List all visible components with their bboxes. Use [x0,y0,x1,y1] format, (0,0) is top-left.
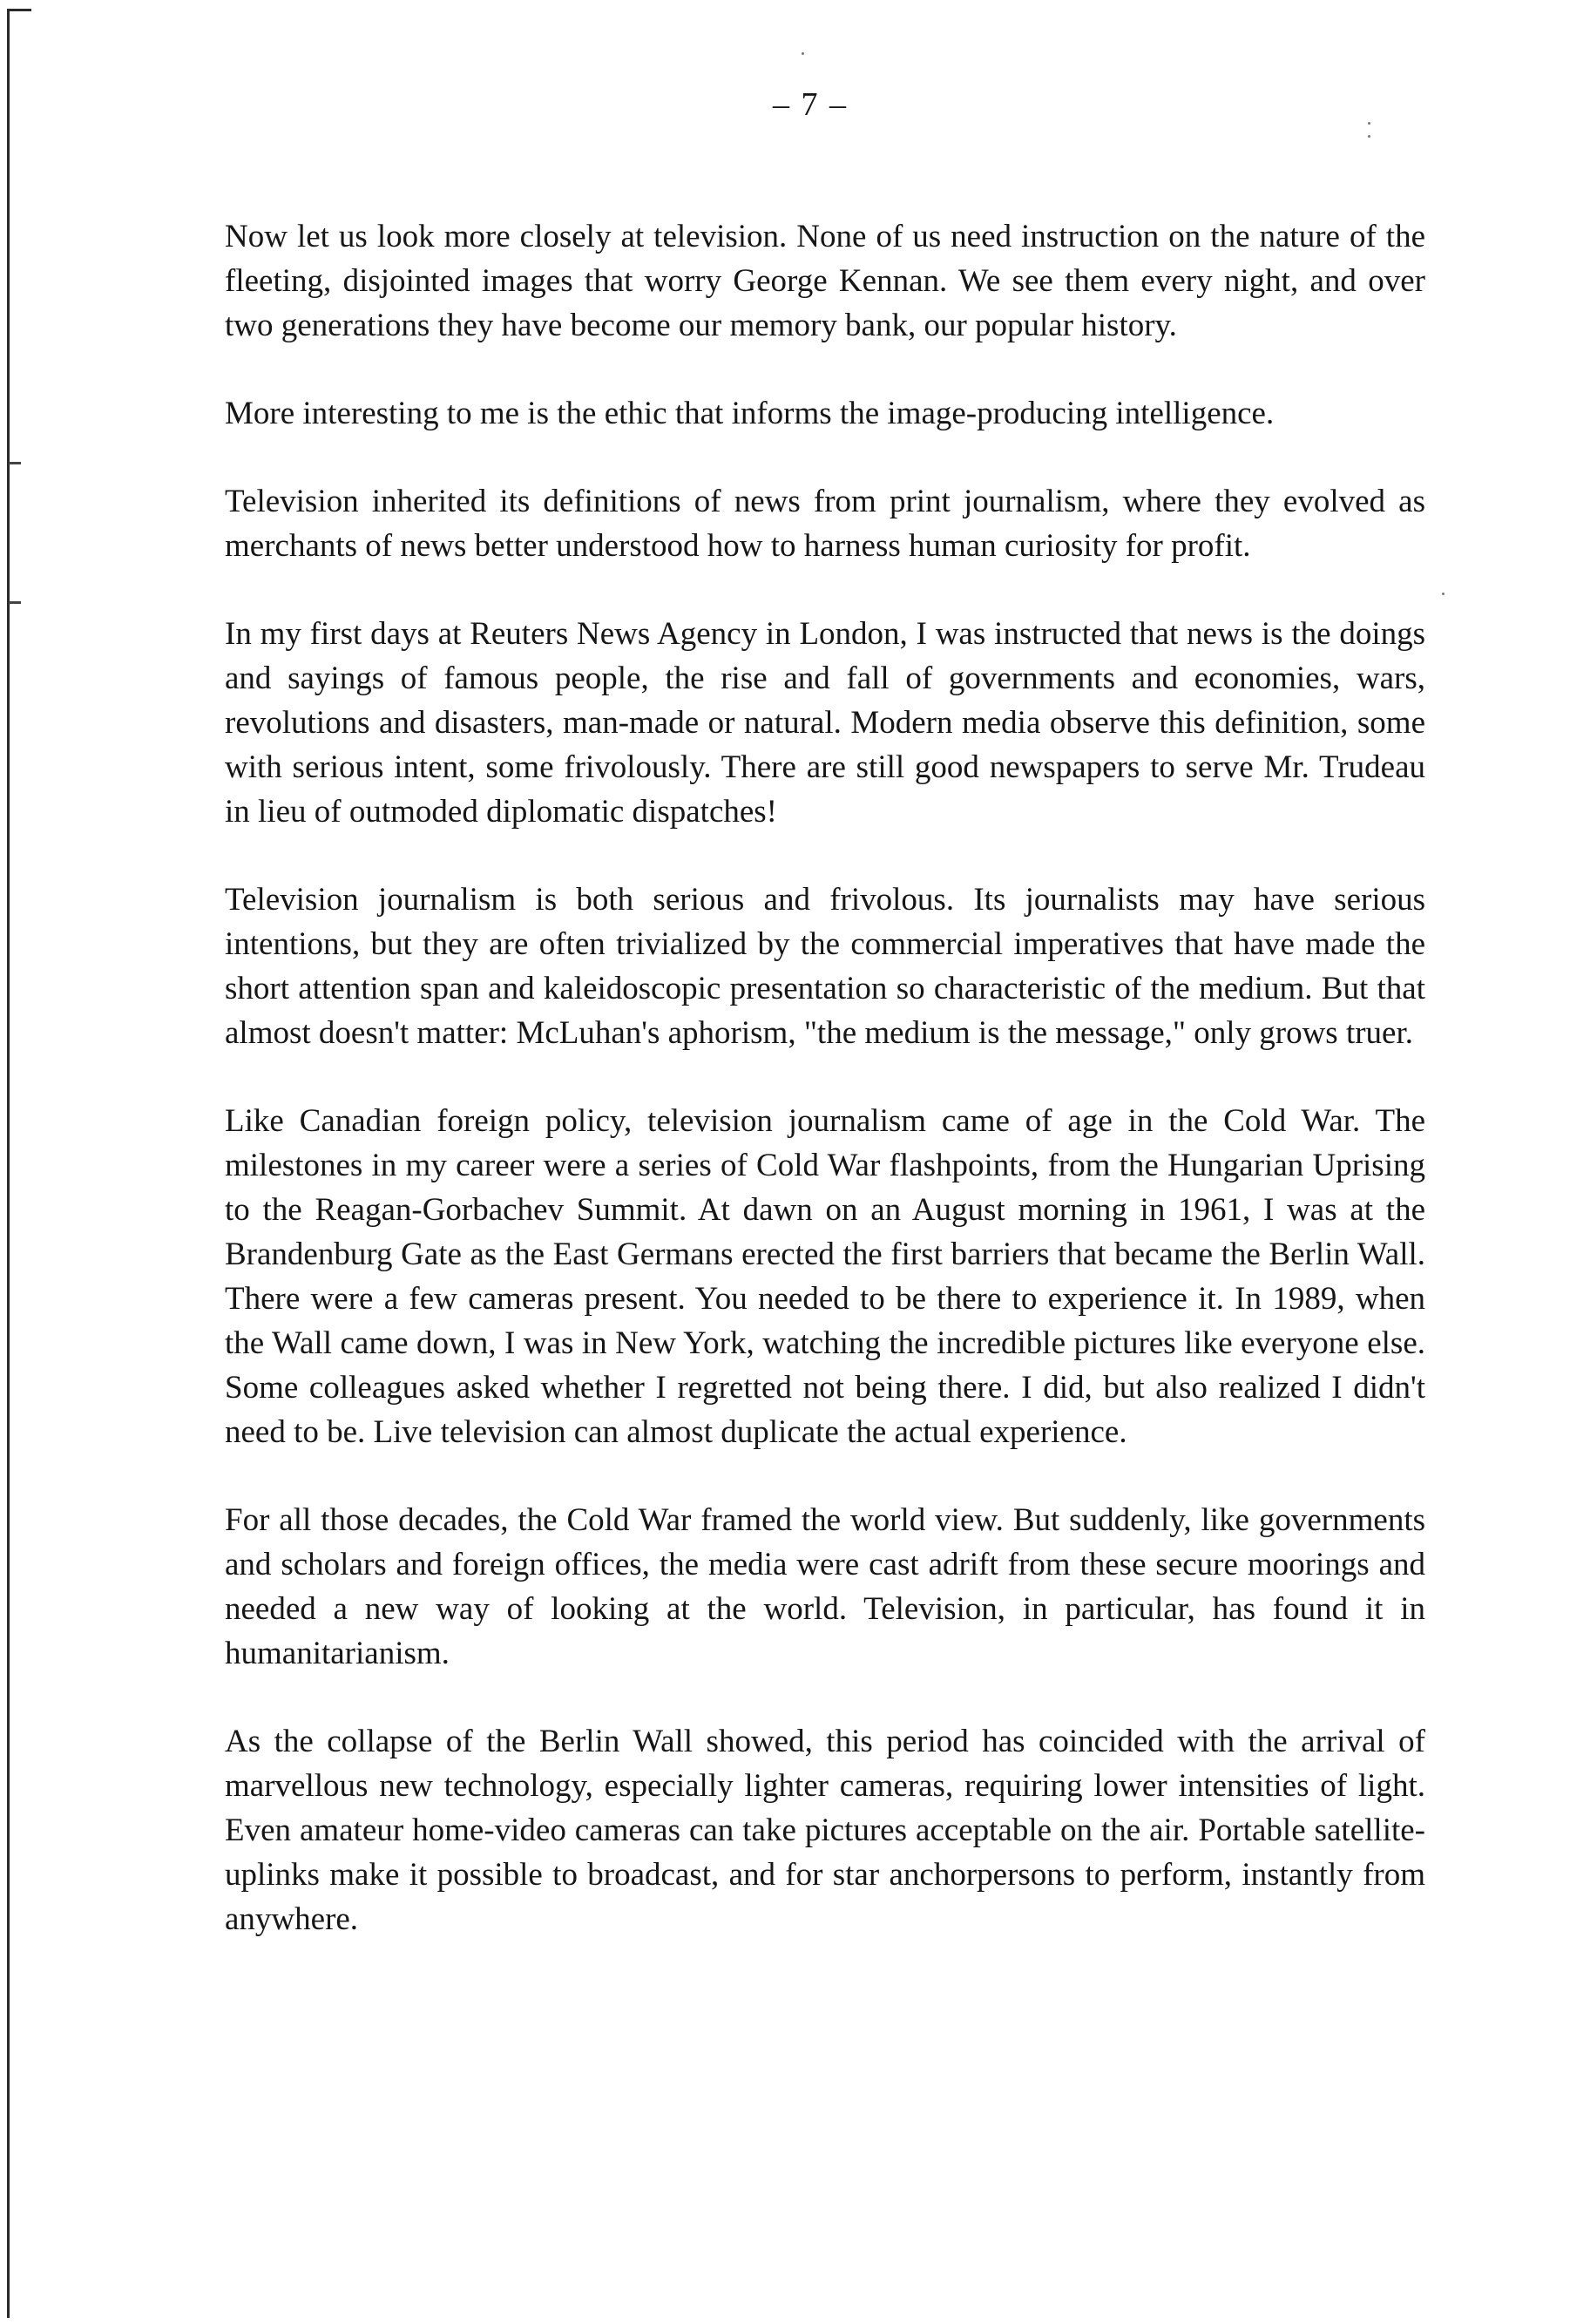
paragraph: Now let us look more closely at television. None of us need instruction on the nature of the fleeting, disjointed images that worry George Kennan. We see them every night, and over two generations they have become our memory bank, our popular history. [225,219,1425,343]
scan-speck [1442,593,1445,595]
scan-edge-mark [9,462,21,464]
paragraph: Television journalism is both serious and frivolous. Its journalists may have serious intentions, but they are often trivialized by the commercial imperatives that have made the short attention span and kaleidoscopic presentation so characteristic of the medium. But that almost doesn't matter: McLuhan's aphorism, "the medium is the message," only grows truer. [225,882,1425,1051]
body-text [225,214,1425,1941]
scan-speck [1368,122,1370,125]
paragraph: For all those decades, the Cold War framed the world view. But suddenly, like governments and scholars and foreign offices, the media were cast adrift from these secure moorings and needed a new way of looking at the world. Television, in particular, has found it in humanitarianism. [225,1502,1425,1671]
paragraph: Television inherited its definitions of news from print journalism, where they evolved as merchants of news better understood how to harness human curiosity for profit. [225,484,1425,564]
scan-speck [802,52,804,55]
scan-speck [1368,135,1370,138]
paragraph: Like Canadian foreign policy, television journalism came of age in the Cold War. The milestones in my career were a series of Cold War flashpoints, from the Hungarian Uprising to the Reagan-Gorbachev Summit. At dawn on an August morning in 1961, I was at the Brandenburg Gate as the East Germans erected the first barriers that became the Berlin Wall. There were a few cameras present. You needed to be there to experience it. In 1989, when the Wall came down, I was in New York, watching the incredible pictures like everyone else. Some colleagues asked whether I regretted not being there. I did, but also realized I didn't need to be. Live television can almost duplicate the actual experience. [225,1103,1425,1450]
paragraph: More interesting to me is the ethic that informs the image-producing intelligence. [225,396,1275,431]
page-number: – 7 – [773,86,848,123]
scan-edge-tick [7,9,31,11]
paragraph: As the collapse of the Berlin Wall showed, this period has coincided with the arrival of marvellous new technology, especially lighter cameras, requiring lower intensities of light. Even amateur home-video cameras can take pictures acceptable on the air. Portable satellite-uplinks make it possible to broadcast, and for star anchorpersons to perform, instantly from anywhere. [225,1724,1425,1937]
scan-edge-mark [9,601,21,604]
scan-edge-line [7,9,10,2318]
paragraph: In my first days at Reuters News Agency in London, I was instructed that news is the doings and sayings of famous people, the rise and fall of governments and economies, wars, revolutions and disasters, man-made or natural. Modern media observe this definition, some with serious intent, some frivolously. There are still good newspapers to serve Mr. Trudeau in lieu of outmoded diplomatic dispatches! [225,616,1425,830]
